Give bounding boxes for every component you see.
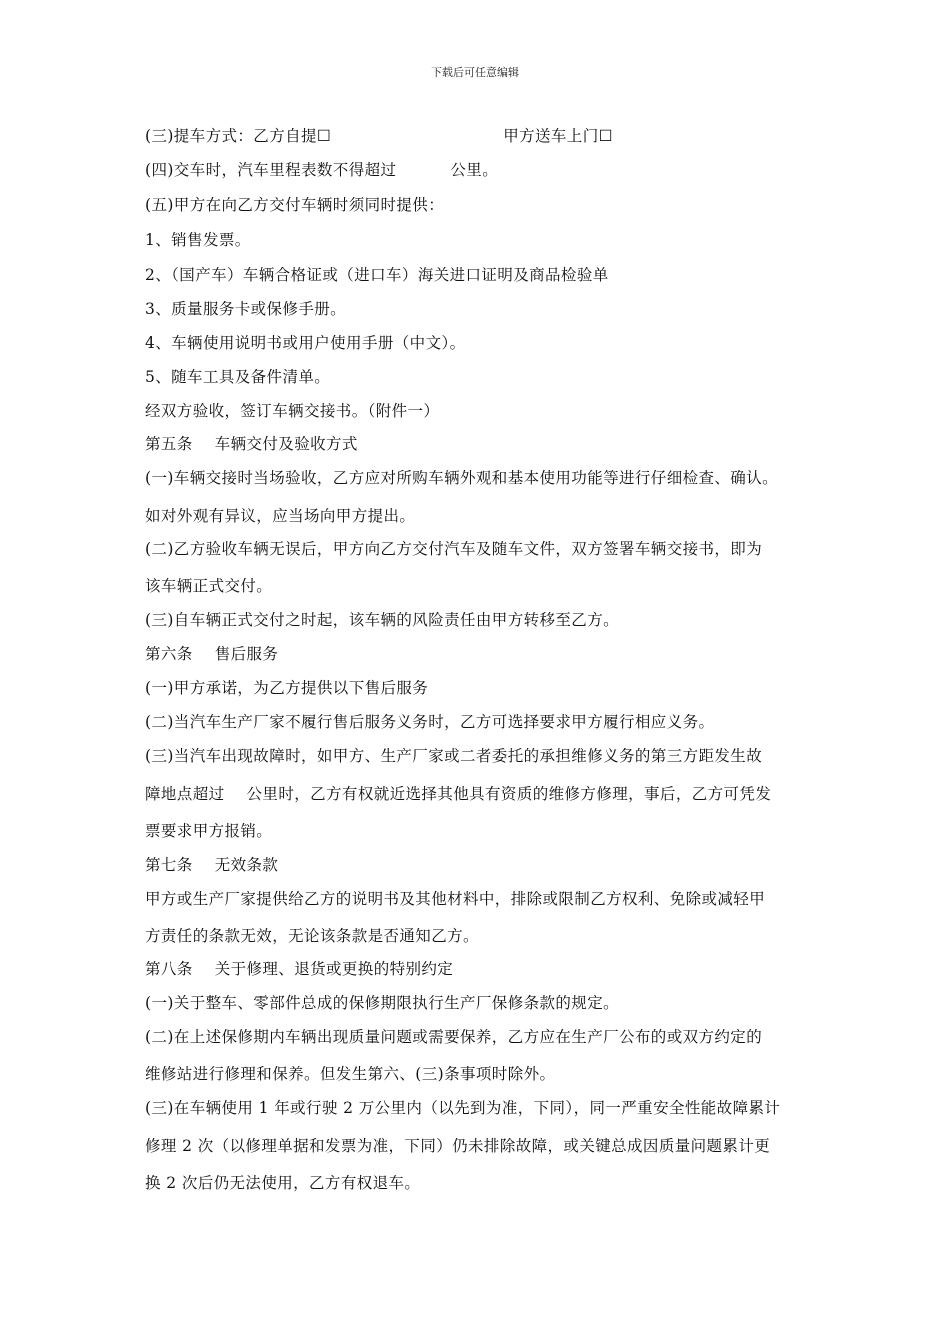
paragraph-line: 甲方或生产厂家提供给乙方的说明书及其他材料中，排除或限制乙方权利、免除或减轻甲 (145, 890, 766, 908)
list-item: 3、质量服务卡或保修手册。 (145, 300, 347, 318)
paragraph-line: (三)当汽车出现故障时，如甲方、生产厂家或二者委托的承担维修义务的第三方距发生故 (145, 747, 763, 765)
article-title: 关于修理、退货或更换的特别约定 (214, 960, 454, 978)
pickup-method-line (145, 126, 613, 146)
article-8-heading (145, 959, 453, 979)
article-5-heading (145, 434, 358, 454)
paragraph-line: 方责任的条款无效，无论该条款是否通知乙方。 (145, 927, 479, 945)
paragraph-line: (一)甲方承诺，为乙方提供以下售后服务 (145, 679, 429, 697)
distance-text-end: 公里时，乙方有权就近选择其他具有资质的维修方修理，事后，乙方可凭发 (246, 785, 772, 803)
page-header: 下载后可任意编辑 (431, 66, 519, 79)
list-item: 2、（国产车）车辆合格证或（进口车）海关进口证明及商品检验单 (145, 266, 609, 284)
article-number: 第八条 (145, 960, 193, 978)
pickup-self-option: (三)提车方式：乙方自提☐ (145, 127, 332, 145)
paragraph-line: (三)在车辆使用 1 年或行驶 2 万公里内（以先到为准，下同），同一严重安全性能故障累计 (145, 1099, 781, 1117)
paragraph-line: (五)甲方在向乙方交付车辆时须同时提供： (145, 196, 445, 214)
article-title: 售后服务 (214, 645, 279, 663)
list-item: 5、随车工具及备件清单。 (145, 368, 331, 386)
article-number: 第五条 (145, 435, 193, 453)
paragraph-line: 该车辆正式交付。 (145, 577, 273, 595)
odometer-unit: 公里。 (450, 161, 499, 179)
paragraph-line: (二)当汽车生产厂家不履行售后服务义务时，乙方可选择要求甲方履行相应义务。 (145, 713, 715, 731)
paragraph-line: (二)乙方验收车辆无误后，甲方向乙方交付汽车及随车文件，双方签署车辆交接书，即为 (145, 540, 763, 558)
article-title: 车辆交付及验收方式 (214, 435, 358, 453)
article-title: 无效条款 (214, 856, 279, 874)
distance-line (145, 784, 771, 804)
paragraph-line: 换 2 次后仍无法使用，乙方有权退车。 (145, 1174, 421, 1192)
paragraph-line: (二)在上述保修期内车辆出现质量问题或需要保养，乙方应在生产厂公布的或双方约定的 (145, 1028, 763, 1046)
list-item: 1、销售发票。 (145, 231, 251, 249)
article-7-heading (145, 855, 278, 875)
article-number: 第七条 (145, 856, 193, 874)
paragraph-line: (一)车辆交接时当场验收，乙方应对所购车辆外观和基本使用功能等进行仔细检查、确认。 (145, 469, 778, 487)
paragraph-line: 如对外观有异议，应当场向甲方提出。 (145, 507, 416, 525)
paragraph-line: (三)自车辆正式交付之时起，该车辆的风险责任由甲方转移至乙方。 (145, 611, 619, 629)
paragraph-line: 修理 2 次（以修理单据和发票为准，下同）仍未排除故障，或关键总成因质量问题累计更 (145, 1137, 771, 1155)
distance-text-start: 障地点超过 (145, 785, 225, 803)
odometer-text: (四)交车时，汽车里程表数不得超过 (145, 161, 397, 179)
paragraph-line: 维修站进行修理和保养。但发生第六、(三)条事项时除外。 (145, 1065, 556, 1083)
paragraph-line: 经双方验收，签订车辆交接书。（附件一） (145, 402, 440, 420)
article-number: 第六条 (145, 645, 193, 663)
odometer-line (145, 160, 498, 180)
paragraph-line: (一)关于整车、零部件总成的保修期限执行生产厂保修条款的规定。 (145, 994, 619, 1012)
list-item: 4、车辆使用说明书或用户使用手册（中文）。 (145, 334, 466, 352)
paragraph-line: 票要求甲方报销。 (145, 822, 273, 840)
pickup-delivery-option: 甲方送车上门☐ (503, 127, 613, 145)
article-6-heading (145, 644, 278, 664)
